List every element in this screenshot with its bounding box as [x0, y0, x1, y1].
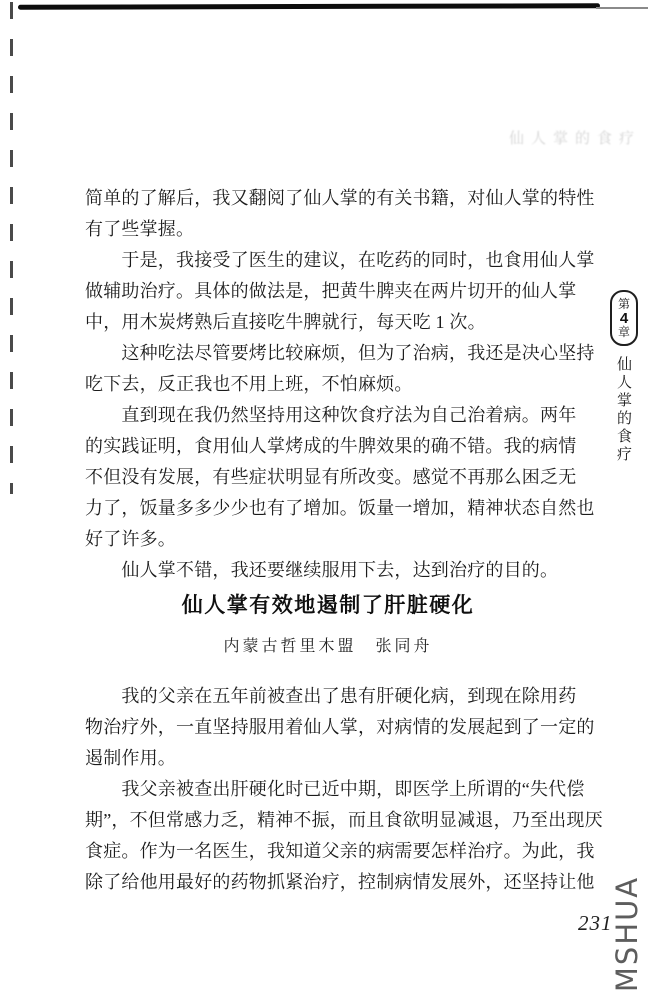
text-line: 中，用木炭烤熟后直接吃牛脾就行，每天吃 1 次。 [85, 312, 486, 332]
chapter-tab-prefix: 第 [617, 296, 630, 311]
text-line: 的实践证明，食用仙人掌烤成的牛脾效果的确不错。我的病情 [85, 436, 577, 456]
scan-top-edge-artifact-tail [596, 7, 648, 9]
text-line: 食症。作为一名医生，我知道父亲的病需要怎样治疗。为此，我 [85, 841, 595, 861]
left-margin-dash-marks [10, 2, 13, 494]
text-line: 期”，不但常感力乏，精神不振，而且食欲明显减退，乃至出现厌 [85, 810, 603, 830]
text-line: 于是，我接受了医生的建议，在吃药的同时，也食用仙人掌 [85, 250, 595, 270]
chapter-title-vertical: 仙人掌的食疗 [615, 356, 631, 464]
chapter-tab-suffix: 章 [617, 324, 630, 339]
scan-top-edge-artifact [18, 3, 600, 10]
text-line: 我父亲被查出肝硬化时已近中期，即医学上所谓的“失代偿 [85, 779, 585, 799]
text-line: 直到现在我仍然坚持用这种饮食疗法为自己治着病。两年 [85, 405, 577, 425]
running-header: 仙人掌的食疗 [508, 131, 641, 147]
body-text-section-2 [85, 681, 603, 898]
text-line: 吃下去，反正我也不用上班，不怕麻烦。 [85, 374, 413, 394]
text-line: 物治疗外，一直坚持服用着仙人掌，对病情的发展起到了一定的 [85, 717, 595, 737]
text-line: 有了些掌握。 [85, 219, 195, 239]
text-line: 好了许多。 [85, 529, 176, 549]
text-line: 这种吃法尽管要烤比较麻烦，但为了治病，我还是决心坚持 [85, 343, 595, 363]
mshua-watermark: MSHUA [610, 875, 644, 993]
text-line: 不但没有发展，有些症状明显有所改变。感觉不再那么困乏无 [85, 467, 577, 487]
text-line: 遏制作用。 [85, 748, 176, 768]
chapter-tab-number: 4 [619, 309, 629, 327]
text-line: 做辅助治疗。具体的做法是，把黄牛脾夹在两片切开的仙人掌 [85, 281, 577, 301]
page-number: 231 [578, 911, 613, 935]
text-line: 力了，饭量多多少少也有了增加。饭量一增加，精神状态自然也 [85, 498, 595, 518]
article-byline: 内蒙古哲里木盟 张同舟 [223, 638, 433, 655]
body-text-section-1 [85, 183, 595, 586]
article-heading: 仙人掌有效地遏制了肝脏硬化 [181, 594, 475, 617]
text-line: 我的父亲在五年前被查出了患有肝硬化病，到现在除用药 [85, 686, 577, 706]
text-line: 仙人掌不错，我还要继续服用下去，达到治疗的目的。 [85, 560, 559, 580]
chapter-tab [610, 290, 638, 346]
text-line: 除了给他用最好的药物抓紧治疗，控制病情发展外，还坚持让他 [85, 872, 595, 892]
text-line: 简单的了解后，我又翻阅了仙人掌的有关书籍，对仙人掌的特性 [85, 188, 595, 208]
